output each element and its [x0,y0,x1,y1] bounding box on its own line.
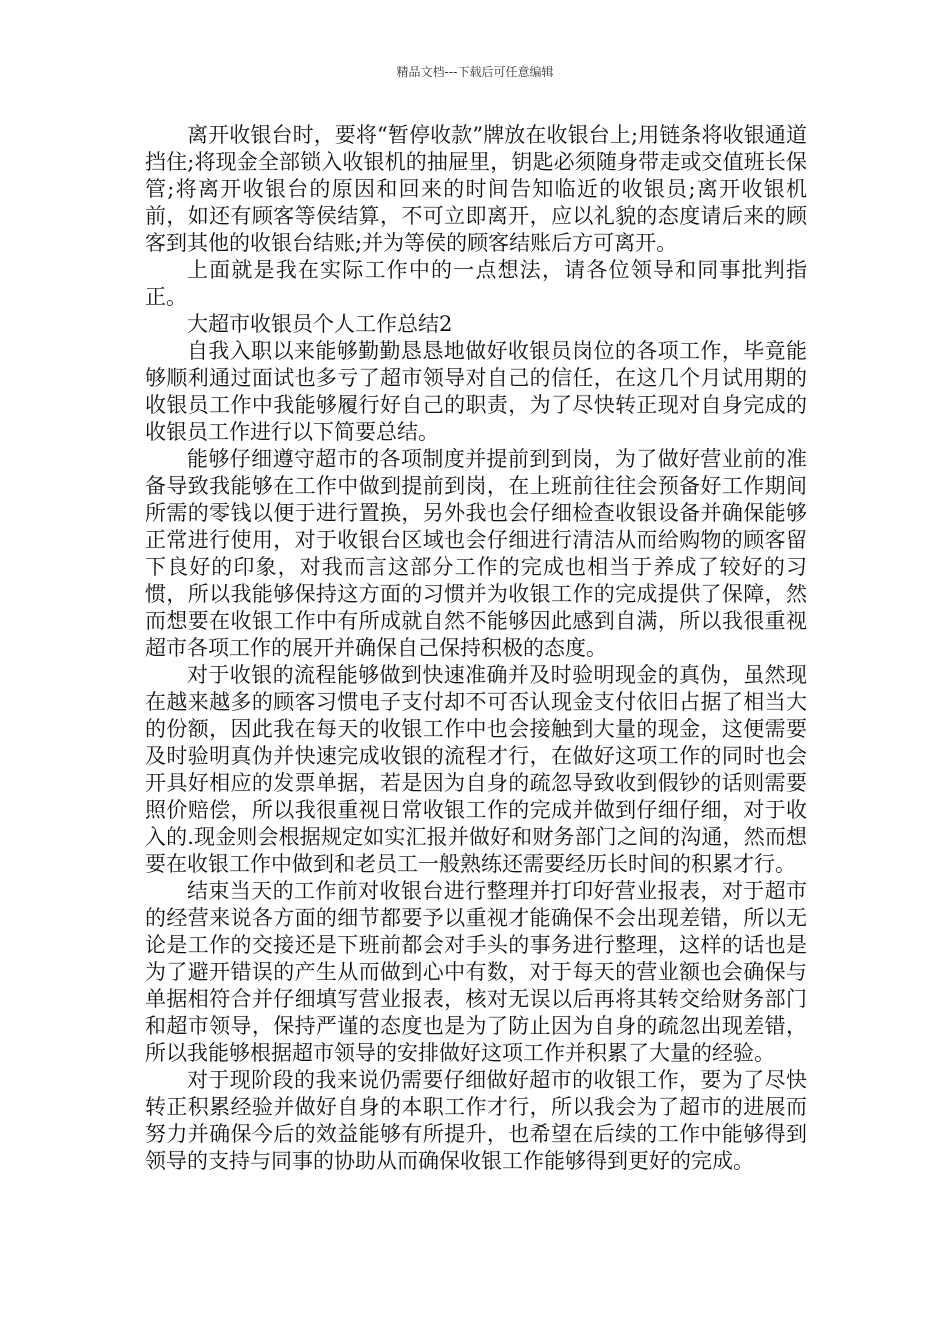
paragraph-future-plan: 对于现阶段的我来说仍需要仔细做好超市的收银工作，要为了尽快转正积累经验并做好自身的本职工作才行，所以我会为了超市的进展而努力并确保今后的效益能够有所提升，也希望在后续的工作中能够得到领导的支持与同事的协助从而确保收银工作能够得到更好的完成。 [145,1068,807,1173]
section-title: 大超市收银员个人工作总结2 [187,312,453,336]
paragraph-cash-verification: 对于收银的流程能够做到快速准确并及时验明现金的真伪，虽然现在越来越多的顾客习惯电子支付却不可否认现金支付依旧占据了相当大的份额，因此我在每天的收银工作中也会接触到大量的现金，这便需要及时验明真伪并快速完成收银的流程才行，在做好这项工作的同时也会开具好相应的发票单据，若是因为自身的疏忽导致收到假钞的话则需要照价赔偿，所以我很重视日常收银工作的完成并做到仔细仔细，对于收入的.现金则会根据规定如实汇报并做好和财务部门之间的沟通，然而想要在收银工作中做到和老员工一般熟练还需要经历长时间的积累才行。 [145,663,807,876]
document-body [145,122,807,1175]
paragraph-end-of-day: 结束当天的工作前对收银台进行整理并打印好营业报表，对于超市的经营来说各方面的细节都要予以重视才能确保不会出现差错，所以无论是工作的交接还是下班前都会对手头的事务进行整理，这样的话也是为了避开错误的产生从而做到心中有数，对于每天的营业额也会确保与单据相符合并仔细填写营业报表，核对无误以后再将其转交给财务部门和超市领导，保持严谨的态度也是为了防止因为自身的疏忽出现差错，所以我能够根据超市领导的安排做好这项工作并积累了大量的经验。 [145,879,807,1065]
page-header: 精品文档---下载后可任意编辑 [396,65,554,79]
paragraph-punctuality: 能够仔细遵守超市的各项制度并提前到到岗，为了做好营业前的准备导致我能够在工作中做到提前到岗，在上班前往往会预备好工作期间所需的零钱以便于进行置换，另外我也会仔细检查收银设备并确保能够正常进行使用，对于收银台区域也会仔细进行清洁从而给购物的顾客留下良好的印象，对我而言这部分工作的完成也相当于养成了较好的习惯，所以我能够保持这方面的习惯并为收银工作的完成提供了保障，然而想要在收银工作中有所成就自然不能够因此感到自满，所以我很重视超市各项工作的展开并确保自己保持积极的态度。 [145,447,807,660]
paragraph-leaving-register: 离开收银台时，要将“暂停收款”牌放在收银台上;用链条将收银通道挡住;将现金全部锁入收银机的抽屉里，钥匙必须随身带走或交值班长保管;将离开收银台的原因和回来的时间告知临近的收银员;离开收银机前，如还有顾客等侯结算，不可立即离开，应以礼貌的态度请后来的顾客到其他的收银台结账;并为等侯的顾客结账后方可离开。 [145,123,807,255]
paragraph-closing-remark: 上面就是我在实际工作中的一点想法，请各位领导和同事批判指正。 [145,258,807,309]
paragraph-introduction: 自我入职以来能够勤勤恳恳地做好收银员岗位的各项工作，毕竟能够顺利通过面试也多亏了超市领导对自己的信任，在这几个月试用期的收银员工作中我能够履行好自己的职责，为了尽快转正现对自身完成的收银员工作进行以下简要总结。 [145,339,807,444]
